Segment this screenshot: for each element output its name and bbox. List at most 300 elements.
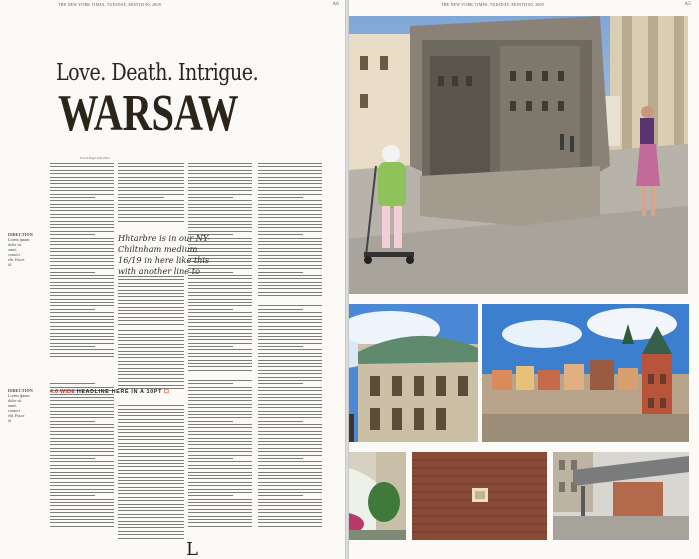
- text-line: [258, 512, 322, 513]
- text-line: [258, 363, 322, 364]
- text-line: [118, 283, 184, 284]
- text-line: [50, 343, 114, 344]
- statue-image: [349, 304, 478, 442]
- text-line: [258, 427, 322, 428]
- text-line: [118, 453, 184, 454]
- sidebar-line: elit. Fusce: [8, 413, 25, 418]
- text-line: [258, 309, 303, 310]
- text-line: [50, 349, 114, 350]
- text-line: [118, 187, 184, 188]
- text-line: [188, 210, 252, 211]
- text-line: [118, 190, 184, 191]
- text-line: [188, 444, 252, 445]
- text-line: [258, 180, 322, 181]
- text-line: [258, 424, 322, 425]
- text-line: [188, 166, 252, 167]
- text-line: [50, 275, 114, 276]
- text-line: [50, 505, 114, 506]
- text-line: [258, 292, 322, 293]
- text-line: [188, 329, 252, 330]
- text-line: [188, 360, 252, 361]
- text-line: [118, 531, 184, 532]
- left-page: [0, 0, 345, 559]
- text-line: [258, 343, 322, 344]
- text-line: [118, 504, 184, 505]
- text-line: [50, 244, 114, 245]
- text-line: [258, 339, 322, 340]
- text-line: [258, 244, 322, 245]
- text-line: [118, 510, 184, 511]
- sidebar-line: dolor sit: [8, 398, 22, 403]
- text-line: [50, 353, 114, 354]
- text-line: [258, 482, 322, 483]
- text-line: [188, 170, 252, 171]
- text-line: [258, 285, 322, 286]
- text-line: [188, 492, 252, 493]
- text-line: [258, 451, 322, 452]
- text-line: [50, 475, 114, 476]
- text-line: [258, 336, 322, 337]
- text-line: [188, 197, 233, 198]
- text-line: [50, 516, 114, 517]
- text-line: [258, 468, 322, 469]
- sidebar-line: Lorem ipsum: [8, 393, 30, 398]
- text-line: [118, 409, 184, 410]
- text-line: [50, 373, 114, 374]
- text-line: [50, 217, 114, 218]
- sidebar-line: consect: [8, 408, 20, 413]
- text-line: [118, 317, 184, 318]
- text-line: [188, 458, 233, 459]
- text-line: [118, 439, 184, 440]
- text-line: [258, 397, 322, 398]
- text-line: [50, 336, 114, 337]
- text-line: [118, 374, 184, 375]
- text-line: [118, 279, 184, 280]
- text-line: [258, 312, 322, 313]
- text-line: [50, 183, 114, 184]
- text-line: [258, 166, 322, 167]
- text-line: [50, 285, 114, 286]
- text-line: [188, 522, 252, 523]
- text-line: [50, 177, 114, 178]
- text-line: [188, 380, 252, 381]
- text-line: [50, 309, 95, 310]
- text-line: [258, 489, 322, 490]
- text-line: [50, 207, 114, 208]
- text-line: [50, 163, 114, 164]
- text-line: [188, 394, 252, 395]
- text-line: [118, 473, 184, 474]
- text-line: [258, 360, 322, 361]
- text-line: [258, 411, 322, 412]
- text-column-2: [118, 163, 184, 541]
- sidebar-line: id: [8, 262, 12, 267]
- text-line: [118, 300, 184, 301]
- text-line: [188, 200, 252, 201]
- text-line: [258, 455, 322, 456]
- right-folio: THE NEW YORK TIMES, TUESDAY, MONTH 00, 2009: [441, 2, 544, 7]
- text-line: [188, 499, 252, 500]
- text-line: [50, 187, 114, 188]
- text-line: [118, 477, 184, 478]
- text-line: [50, 214, 114, 215]
- text-line: [50, 522, 114, 523]
- text-line: [188, 319, 252, 320]
- text-line: [258, 282, 322, 283]
- text-line: [258, 475, 322, 476]
- text-line: [118, 293, 184, 294]
- text-line: [258, 241, 322, 242]
- text-line: [258, 190, 322, 191]
- text-line: [258, 390, 322, 391]
- text-line: [118, 432, 184, 433]
- text-line: [118, 364, 184, 365]
- text-line: [50, 329, 114, 330]
- text-line: [258, 373, 322, 374]
- text-line: [118, 207, 184, 208]
- text-line: [258, 353, 322, 354]
- text-line: [188, 204, 252, 205]
- text-line: [118, 378, 184, 379]
- text-line: [258, 183, 322, 184]
- text-line: [258, 414, 322, 415]
- text-line: [118, 514, 184, 515]
- text-line: [258, 370, 322, 371]
- text-line: [188, 353, 252, 354]
- text-line: [188, 312, 252, 313]
- text-line: [258, 431, 322, 432]
- text-line: [188, 489, 252, 490]
- text-line: [188, 434, 252, 435]
- sidebar-direction-bottom: [8, 388, 44, 423]
- text-line: [118, 483, 184, 484]
- text-line: [258, 441, 322, 442]
- drop-cap: L: [186, 539, 198, 559]
- text-line: [118, 524, 184, 525]
- text-line: [258, 302, 322, 303]
- text-line: [50, 251, 114, 252]
- text-line: [50, 265, 114, 266]
- text-line: [188, 282, 252, 283]
- text-line: [118, 446, 184, 447]
- text-line: [188, 377, 252, 378]
- text-line: [188, 387, 252, 388]
- sidebar-line: dolor sit: [8, 242, 22, 247]
- text-line: [50, 299, 114, 300]
- text-line: [50, 231, 114, 232]
- text-line: [188, 221, 252, 222]
- text-line: [118, 217, 184, 218]
- text-line: [50, 421, 95, 422]
- text-line: [188, 292, 252, 293]
- text-line: [50, 512, 114, 513]
- text-line: [118, 310, 184, 311]
- text-line: [258, 509, 322, 510]
- text-line: [118, 538, 184, 539]
- text-line: [188, 468, 252, 469]
- text-line: [118, 194, 184, 195]
- text-line: [188, 305, 252, 306]
- text-line: [118, 296, 184, 297]
- text-line: [118, 419, 184, 420]
- text-line: [258, 519, 322, 520]
- text-line: [258, 217, 322, 218]
- brick-wall-photo: [412, 452, 547, 540]
- text-line: [258, 295, 322, 296]
- text-line: [258, 187, 322, 188]
- text-line: [258, 448, 322, 449]
- sidebar-direction-top: [8, 232, 44, 267]
- text-line: [118, 422, 184, 423]
- text-line: [258, 214, 322, 215]
- text-line: [50, 322, 114, 323]
- text-line: [118, 371, 184, 372]
- garden-arch-photo: [349, 452, 406, 540]
- text-line: [188, 373, 252, 374]
- text-line: [118, 337, 184, 338]
- text-line: [188, 309, 233, 310]
- text-line: [50, 455, 114, 456]
- text-line: [188, 431, 252, 432]
- right-page-number: A5: [684, 2, 691, 7]
- text-line: [188, 427, 252, 428]
- text-line: [50, 173, 114, 174]
- text-line: [118, 307, 184, 308]
- text-line: [188, 336, 252, 337]
- text-line: [188, 224, 252, 225]
- text-line: [50, 180, 114, 181]
- text-line: [258, 258, 322, 259]
- text-line: [188, 448, 252, 449]
- text-line: [50, 278, 114, 279]
- text-line: [50, 438, 114, 439]
- text-line: [188, 227, 252, 228]
- text-line: [118, 368, 184, 369]
- text-line: [258, 522, 322, 523]
- text-line: [188, 363, 252, 364]
- text-line: [118, 415, 184, 416]
- text-line: [258, 163, 322, 164]
- text-line: [258, 394, 322, 395]
- text-line: [188, 400, 252, 401]
- left-folio: THE NEW YORK TIMES, TUESDAY, MONTH 00, 2009: [58, 2, 161, 7]
- text-line: [188, 397, 252, 398]
- text-line: [118, 347, 184, 348]
- text-line: [258, 299, 322, 300]
- text-line: [50, 434, 114, 435]
- text-line: [258, 251, 322, 252]
- text-line: [118, 480, 184, 481]
- text-line: [50, 366, 114, 367]
- text-line: [118, 426, 184, 427]
- text-line: [118, 466, 184, 467]
- sidebar-line: elit. Fusce: [8, 257, 25, 262]
- text-line: [258, 207, 322, 208]
- sidebar-line: Lorem ipsum: [8, 237, 30, 242]
- text-line: [258, 221, 322, 222]
- text-line: [50, 234, 95, 235]
- text-line: [258, 495, 303, 496]
- text-line: [188, 390, 252, 391]
- text-line: [188, 472, 252, 473]
- text-line: [50, 292, 114, 293]
- text-line: [50, 519, 114, 520]
- text-column-3: [188, 163, 252, 529]
- text-line: [258, 434, 322, 435]
- text-line: [118, 286, 184, 287]
- text-line: [50, 258, 114, 259]
- text-line: [118, 507, 184, 508]
- text-line: [50, 363, 114, 364]
- text-line: [50, 482, 114, 483]
- text-line: [118, 357, 184, 358]
- text-line: [258, 329, 322, 330]
- text-line: [188, 451, 252, 452]
- text-line: [50, 526, 114, 527]
- text-line: [118, 197, 164, 198]
- text-line: [188, 214, 252, 215]
- text-line: [188, 322, 252, 323]
- text-line: [188, 411, 252, 412]
- sidebar-line: amet,: [8, 403, 17, 408]
- text-line: [188, 366, 252, 367]
- photo-credit: Front Page Info Here: [80, 156, 111, 160]
- text-line: [188, 333, 252, 334]
- text-line: [118, 385, 184, 386]
- text-line: [118, 163, 184, 164]
- text-line: [258, 194, 322, 195]
- text-line: [188, 339, 252, 340]
- text-line: [50, 282, 114, 283]
- text-line: [50, 441, 114, 442]
- text-line: [50, 326, 114, 327]
- text-line: [258, 197, 303, 198]
- text-line: [188, 295, 252, 296]
- text-line: [258, 465, 322, 466]
- text-line: [188, 421, 233, 422]
- text-line: [118, 330, 184, 331]
- text-line: [188, 516, 252, 517]
- text-line: [118, 334, 184, 335]
- text-line: [50, 400, 114, 401]
- text-line: [188, 183, 252, 184]
- text-line: [118, 521, 184, 522]
- text-line: [188, 475, 252, 476]
- text-line: [188, 177, 252, 178]
- text-line: [258, 173, 322, 174]
- text-line: [50, 431, 114, 432]
- text-line: [188, 346, 233, 347]
- text-line: [118, 456, 184, 457]
- text-line: [258, 499, 322, 500]
- text-line: [258, 261, 322, 262]
- text-line: [118, 183, 184, 184]
- text-line: [188, 207, 252, 208]
- text-line: [188, 438, 252, 439]
- text-line: [118, 351, 184, 352]
- right-page: [349, 0, 699, 559]
- text-line: [118, 463, 184, 464]
- text-line: [188, 356, 252, 357]
- text-line: [50, 248, 114, 249]
- text-line: [188, 180, 252, 181]
- text-line: [118, 324, 184, 325]
- text-line: [118, 170, 184, 171]
- text-line: [118, 173, 184, 174]
- text-line: [50, 166, 114, 167]
- text-line: [258, 346, 303, 347]
- text-line: [188, 482, 252, 483]
- text-line: [188, 455, 252, 456]
- text-line: [188, 407, 252, 408]
- text-line: [118, 381, 184, 382]
- text-line: [258, 377, 322, 378]
- text-line: [258, 333, 322, 334]
- text-line: [188, 349, 252, 350]
- text-line: [118, 460, 184, 461]
- pull-quote: Hhtarbre is in our NY-Chiltnham medium 16/19 in here like this with another line to: [118, 233, 211, 276]
- text-line: [188, 299, 252, 300]
- text-line: [258, 526, 322, 527]
- subhead-text: HEADLINE HERE IN A 10PT: [76, 389, 163, 395]
- bridge-image: [553, 452, 689, 540]
- street-mural-image: [349, 16, 688, 294]
- text-line: [188, 217, 252, 218]
- text-line: [50, 333, 114, 334]
- text-line: [50, 478, 114, 479]
- text-line: [118, 290, 184, 291]
- text-line: [118, 327, 184, 328]
- text-line: [118, 517, 184, 518]
- text-line: [50, 224, 114, 225]
- text-line: [50, 468, 114, 469]
- text-line: [50, 427, 114, 428]
- text-line: [188, 231, 252, 232]
- text-line: [50, 305, 114, 306]
- text-line: [258, 268, 322, 269]
- text-line: [188, 163, 252, 164]
- text-line: [50, 458, 95, 459]
- text-line: [188, 461, 252, 462]
- text-line: [118, 429, 184, 430]
- text-line: [118, 221, 184, 222]
- article-kicker: Love. Death. Intrigue.: [56, 60, 259, 86]
- text-line: [258, 356, 322, 357]
- garden-arch-image: [349, 452, 406, 540]
- text-line: [50, 312, 114, 313]
- text-line: [258, 516, 322, 517]
- text-line: [118, 449, 184, 450]
- text-line: [258, 272, 303, 273]
- text-line: [118, 354, 184, 355]
- text-line: [258, 278, 322, 279]
- text-line: [50, 502, 114, 503]
- sidebar-line: consect: [8, 252, 20, 257]
- text-line: [50, 495, 95, 496]
- text-line: [258, 461, 322, 462]
- text-line: [188, 424, 252, 425]
- text-line: [50, 397, 114, 398]
- text-line: [258, 383, 303, 384]
- text-line: [188, 519, 252, 520]
- text-line: [50, 417, 114, 418]
- text-line: [188, 194, 252, 195]
- text-line: [118, 436, 184, 437]
- text-line: [50, 461, 114, 462]
- text-line: [118, 204, 184, 205]
- text-line: [188, 495, 233, 496]
